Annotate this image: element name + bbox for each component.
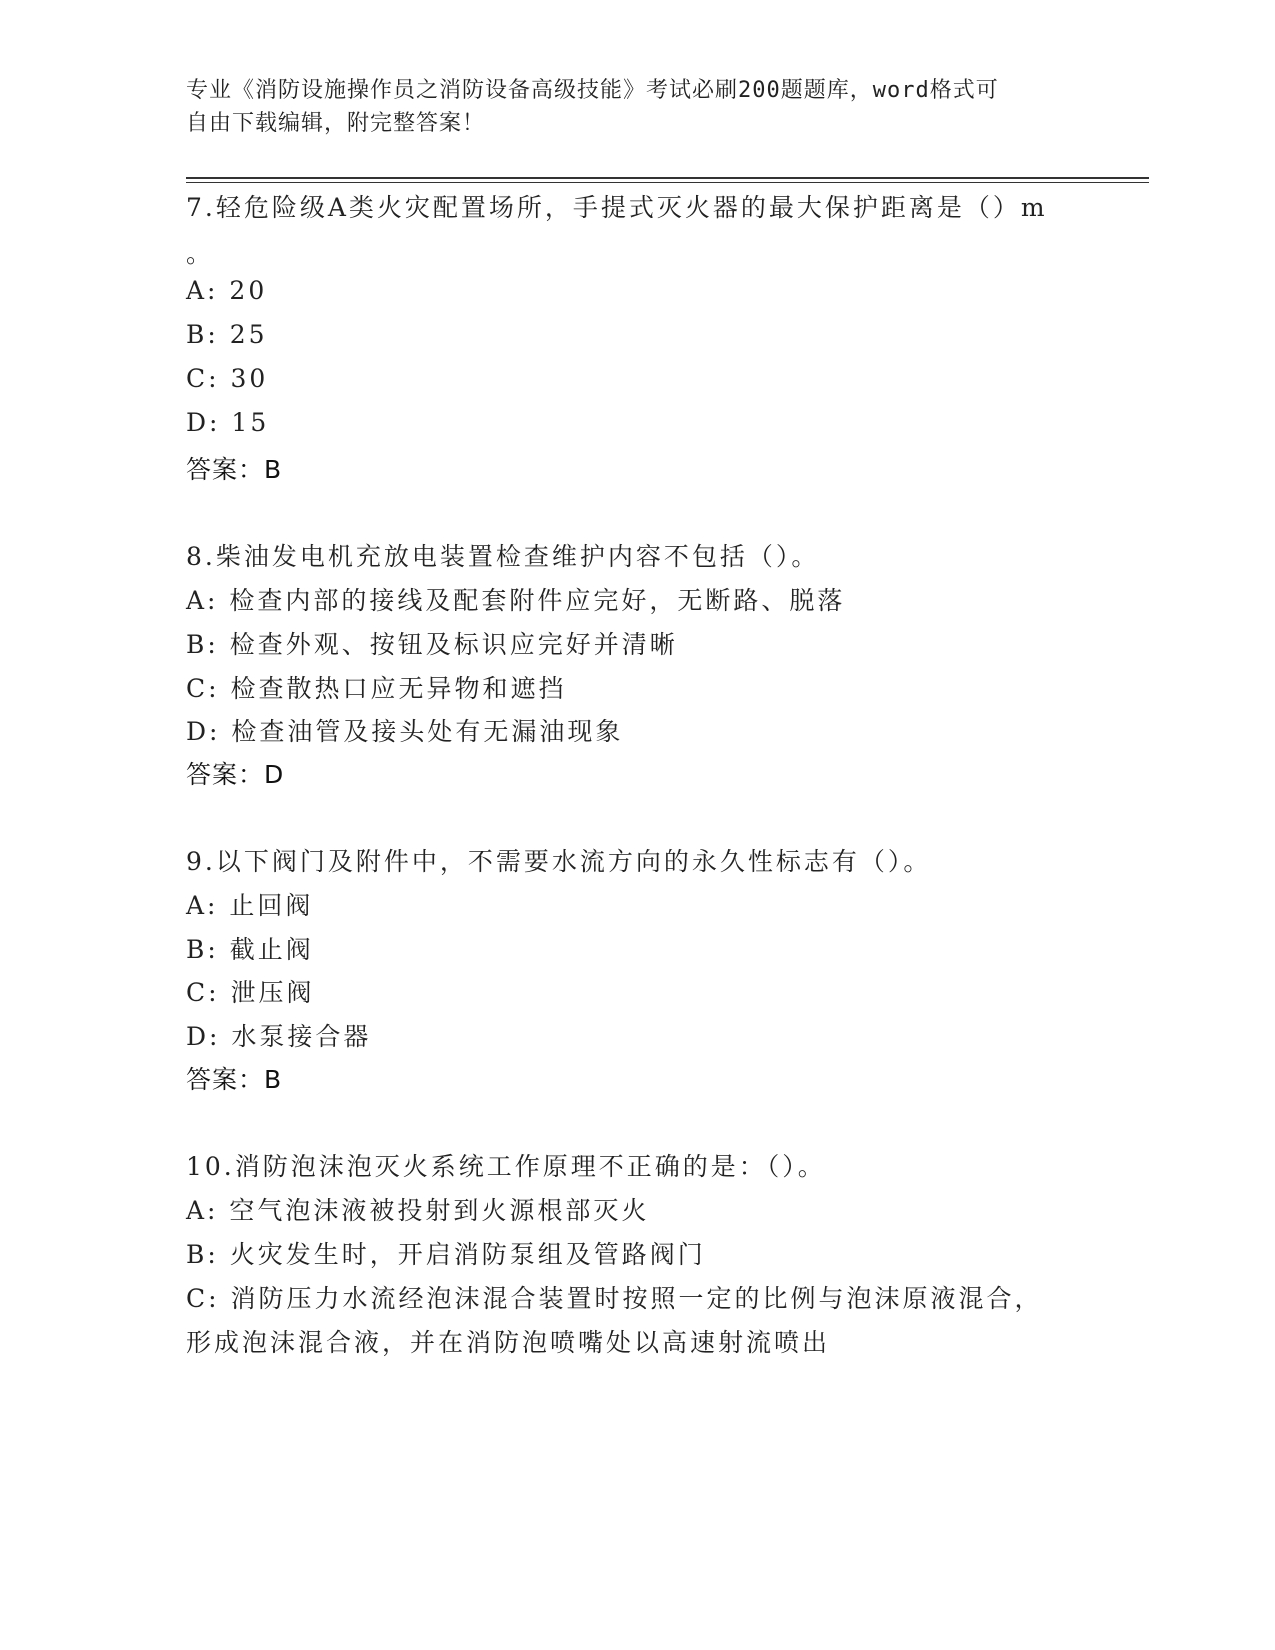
question-7-stem: 7.轻危险级A类火灾配置场所，手提式灭火器的最大保护距离是（）m: [186, 193, 1048, 222]
question-9-answer: 答案：B: [186, 1065, 283, 1094]
question-8-option-b: B: 检查外观、按钮及标识应完好并清晰: [186, 630, 678, 659]
document-header: [186, 74, 1066, 140]
question-7-option-c: C: 30: [186, 364, 269, 393]
question-10-stem: 10.消防泡沫泡灭火系统工作原理不正确的是：（）。: [186, 1152, 826, 1181]
question-7-option-d: D: 15: [186, 408, 270, 437]
question-10-option-c: C: 消防压力水流经泡沫混合装置时按照一定的比例与泡沫原液混合，: [186, 1284, 1043, 1313]
question-9-option-d: D: 水泵接合器: [186, 1022, 372, 1051]
question-10-option-a: A: 空气泡沫液被投射到火源根部灭火: [186, 1196, 650, 1225]
question-9-option-a: A: 止回阀: [186, 891, 314, 920]
question-9-stem: 9.以下阀门及附件中，不需要水流方向的永久性标志有（）。: [186, 847, 932, 876]
question-9-option-b: B: 截止阀: [186, 935, 314, 964]
question-7-stem-continued: 。: [186, 239, 215, 268]
question-9-option-c: C: 泄压阀: [186, 978, 315, 1007]
question-8-answer: 答案：D: [186, 760, 285, 789]
question-10-option-c-continued: 形成泡沫混合液，并在消防泡喷嘴处以高速射流喷出: [186, 1328, 831, 1357]
question-10-option-b: B: 火灾发生时，开启消防泵组及管路阀门: [186, 1240, 706, 1269]
question-7-option-b: B: 25: [186, 320, 268, 349]
question-7-option-a: A: 20: [186, 276, 268, 305]
question-7-answer: 答案：B: [186, 455, 283, 484]
question-8-option-c: C: 检查散热口应无异物和遮挡: [186, 674, 567, 703]
question-8-option-a: A: 检查内部的接线及配套附件应完好，无断路、脱落: [186, 586, 846, 615]
question-8-stem: 8.柴油发电机充放电装置检查维护内容不包括（）。: [186, 542, 820, 571]
question-8-option-d: D: 检查油管及接头处有无漏油现象: [186, 717, 624, 746]
header-divider: [186, 177, 1149, 183]
header-line-1: 专业《消防设施操作员之消防设备高级技能》考试必刷200题题库，word格式可: [186, 78, 999, 103]
header-line-2: 自由下载编辑，附完整答案！: [186, 111, 486, 136]
